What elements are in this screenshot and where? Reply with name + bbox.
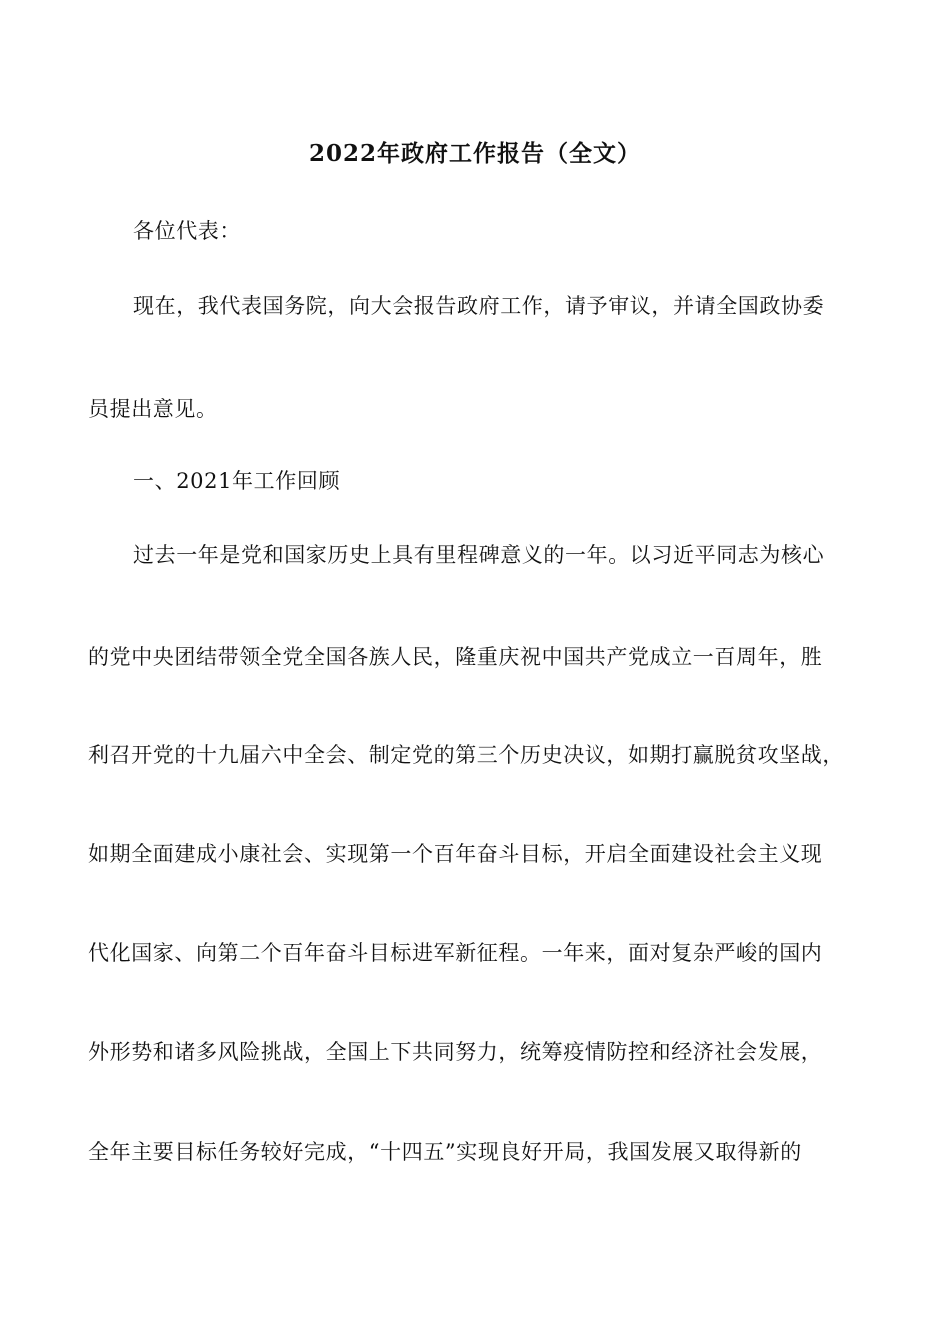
paragraph-2-line-3: 利召开党的十九届六中全会、制定党的第三个历史决议，如期打赢脱贫攻坚战，	[88, 743, 844, 767]
section-heading: 一、2021年工作回顾	[133, 469, 341, 493]
paragraph-2-line-4: 如期全面建成小康社会、实现第一个百年奋斗目标，开启全面建设社会主义现	[88, 842, 823, 866]
paragraph-2-line-2: 的党中央团结带领全党全国各族人民，隆重庆祝中国共产党成立一百周年，胜	[88, 645, 823, 669]
paragraph-1-line-1: 现在，我代表国务院，向大会报告政府工作，请予审议，并请全国政协委	[133, 294, 825, 318]
paragraph-2-line-5: 代化国家、向第二个百年奋斗目标进军新征程。一年来，面对复杂严峻的国内	[88, 941, 823, 965]
paragraph-2-line-7: 全年主要目标任务较好完成，“十四五”实现良好开局，我国发展又取得新的	[88, 1140, 802, 1164]
paragraph-2-line-6: 外形势和诸多风险挑战，全国上下共同努力，统筹疫情防控和经济社会发展，	[88, 1040, 823, 1064]
paragraph-1-line-2: 员提出意见。	[88, 397, 218, 421]
paragraph-2-line-1: 过去一年是党和国家历史上具有里程碑意义的一年。以习近平同志为核心	[133, 543, 825, 567]
salutation: 各位代表：	[133, 219, 241, 243]
document-title: 2022年政府工作报告（全文）	[308, 140, 641, 167]
